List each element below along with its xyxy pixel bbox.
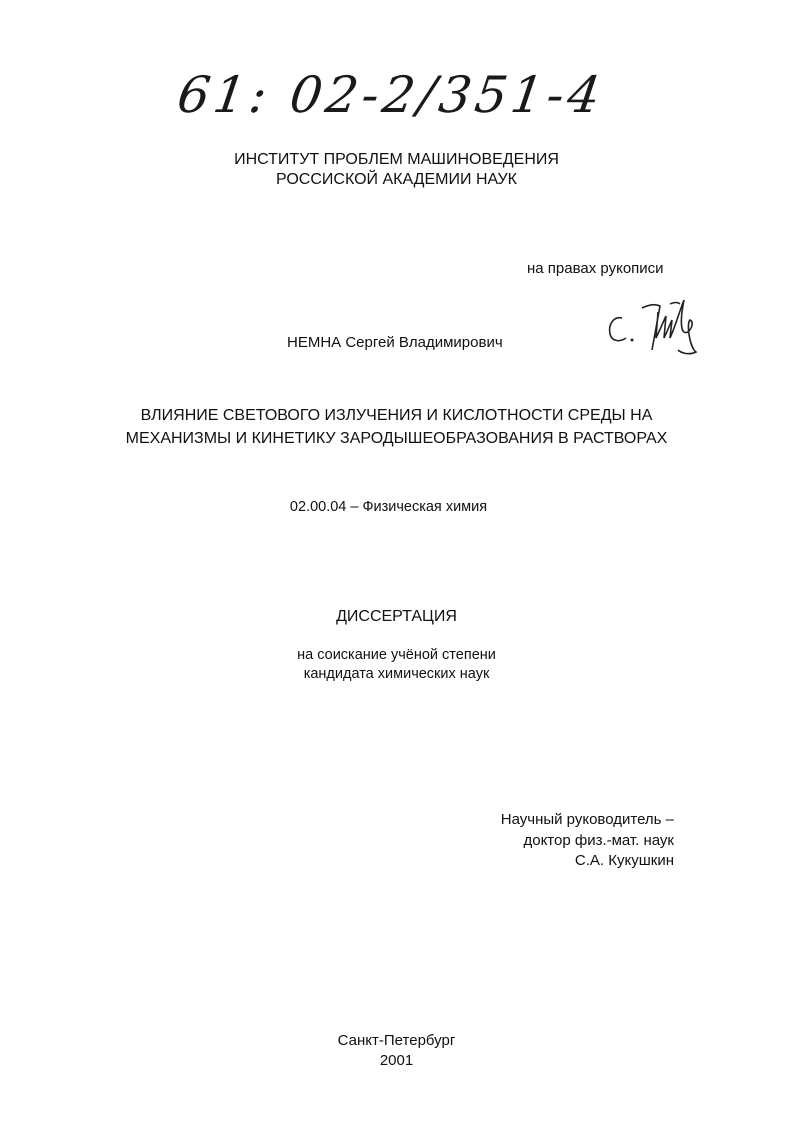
institute-name xyxy=(0,150,793,190)
supervisor-label: Научный руководитель – xyxy=(500,811,674,828)
degree-line: кандидата химических наук xyxy=(303,666,490,682)
city: Санкт-Петербург xyxy=(337,1032,456,1049)
dissertation-title xyxy=(0,404,793,450)
rights-note: на правах рукописи xyxy=(527,260,664,277)
title-line: МЕХАНИЗМЫ И КИНЕТИКУ ЗАРОДЫШЕОБРАЗОВАНИЯ В РАСТВОРАХ xyxy=(125,430,668,447)
handwritten-signature xyxy=(600,290,715,360)
year: 2001 xyxy=(379,1052,414,1069)
author-name: НЕМНА Сергей Владимирович xyxy=(287,334,503,351)
handwritten-catalog-number: 61: 02-2/351-4 xyxy=(173,66,608,124)
institute-line: ИНСТИТУТ ПРОБЛЕМ МАШИНОВЕДЕНИЯ xyxy=(234,151,559,168)
specialty: 02.00.04 – Физическая химия xyxy=(289,499,488,515)
supervisor-name: С.А. Кукушкин xyxy=(574,852,674,869)
place-and-year xyxy=(0,1031,793,1071)
degree-line: на соискание учёной степени xyxy=(297,647,496,663)
degree-info xyxy=(0,646,793,684)
supervisor-degree: доктор физ.-мат. наук xyxy=(523,831,674,849)
supervisor-block xyxy=(501,810,674,872)
title-line: ВЛИЯНИЕ СВЕТОВОГО ИЗЛУЧЕНИЯ И КИСЛОТНОСТИ СРЕДЫ НА xyxy=(140,407,653,424)
document-type: ДИССЕРТАЦИЯ xyxy=(336,608,457,625)
institute-line: РОССИСКОЙ АКАДЕМИИ НАУК xyxy=(276,171,517,188)
